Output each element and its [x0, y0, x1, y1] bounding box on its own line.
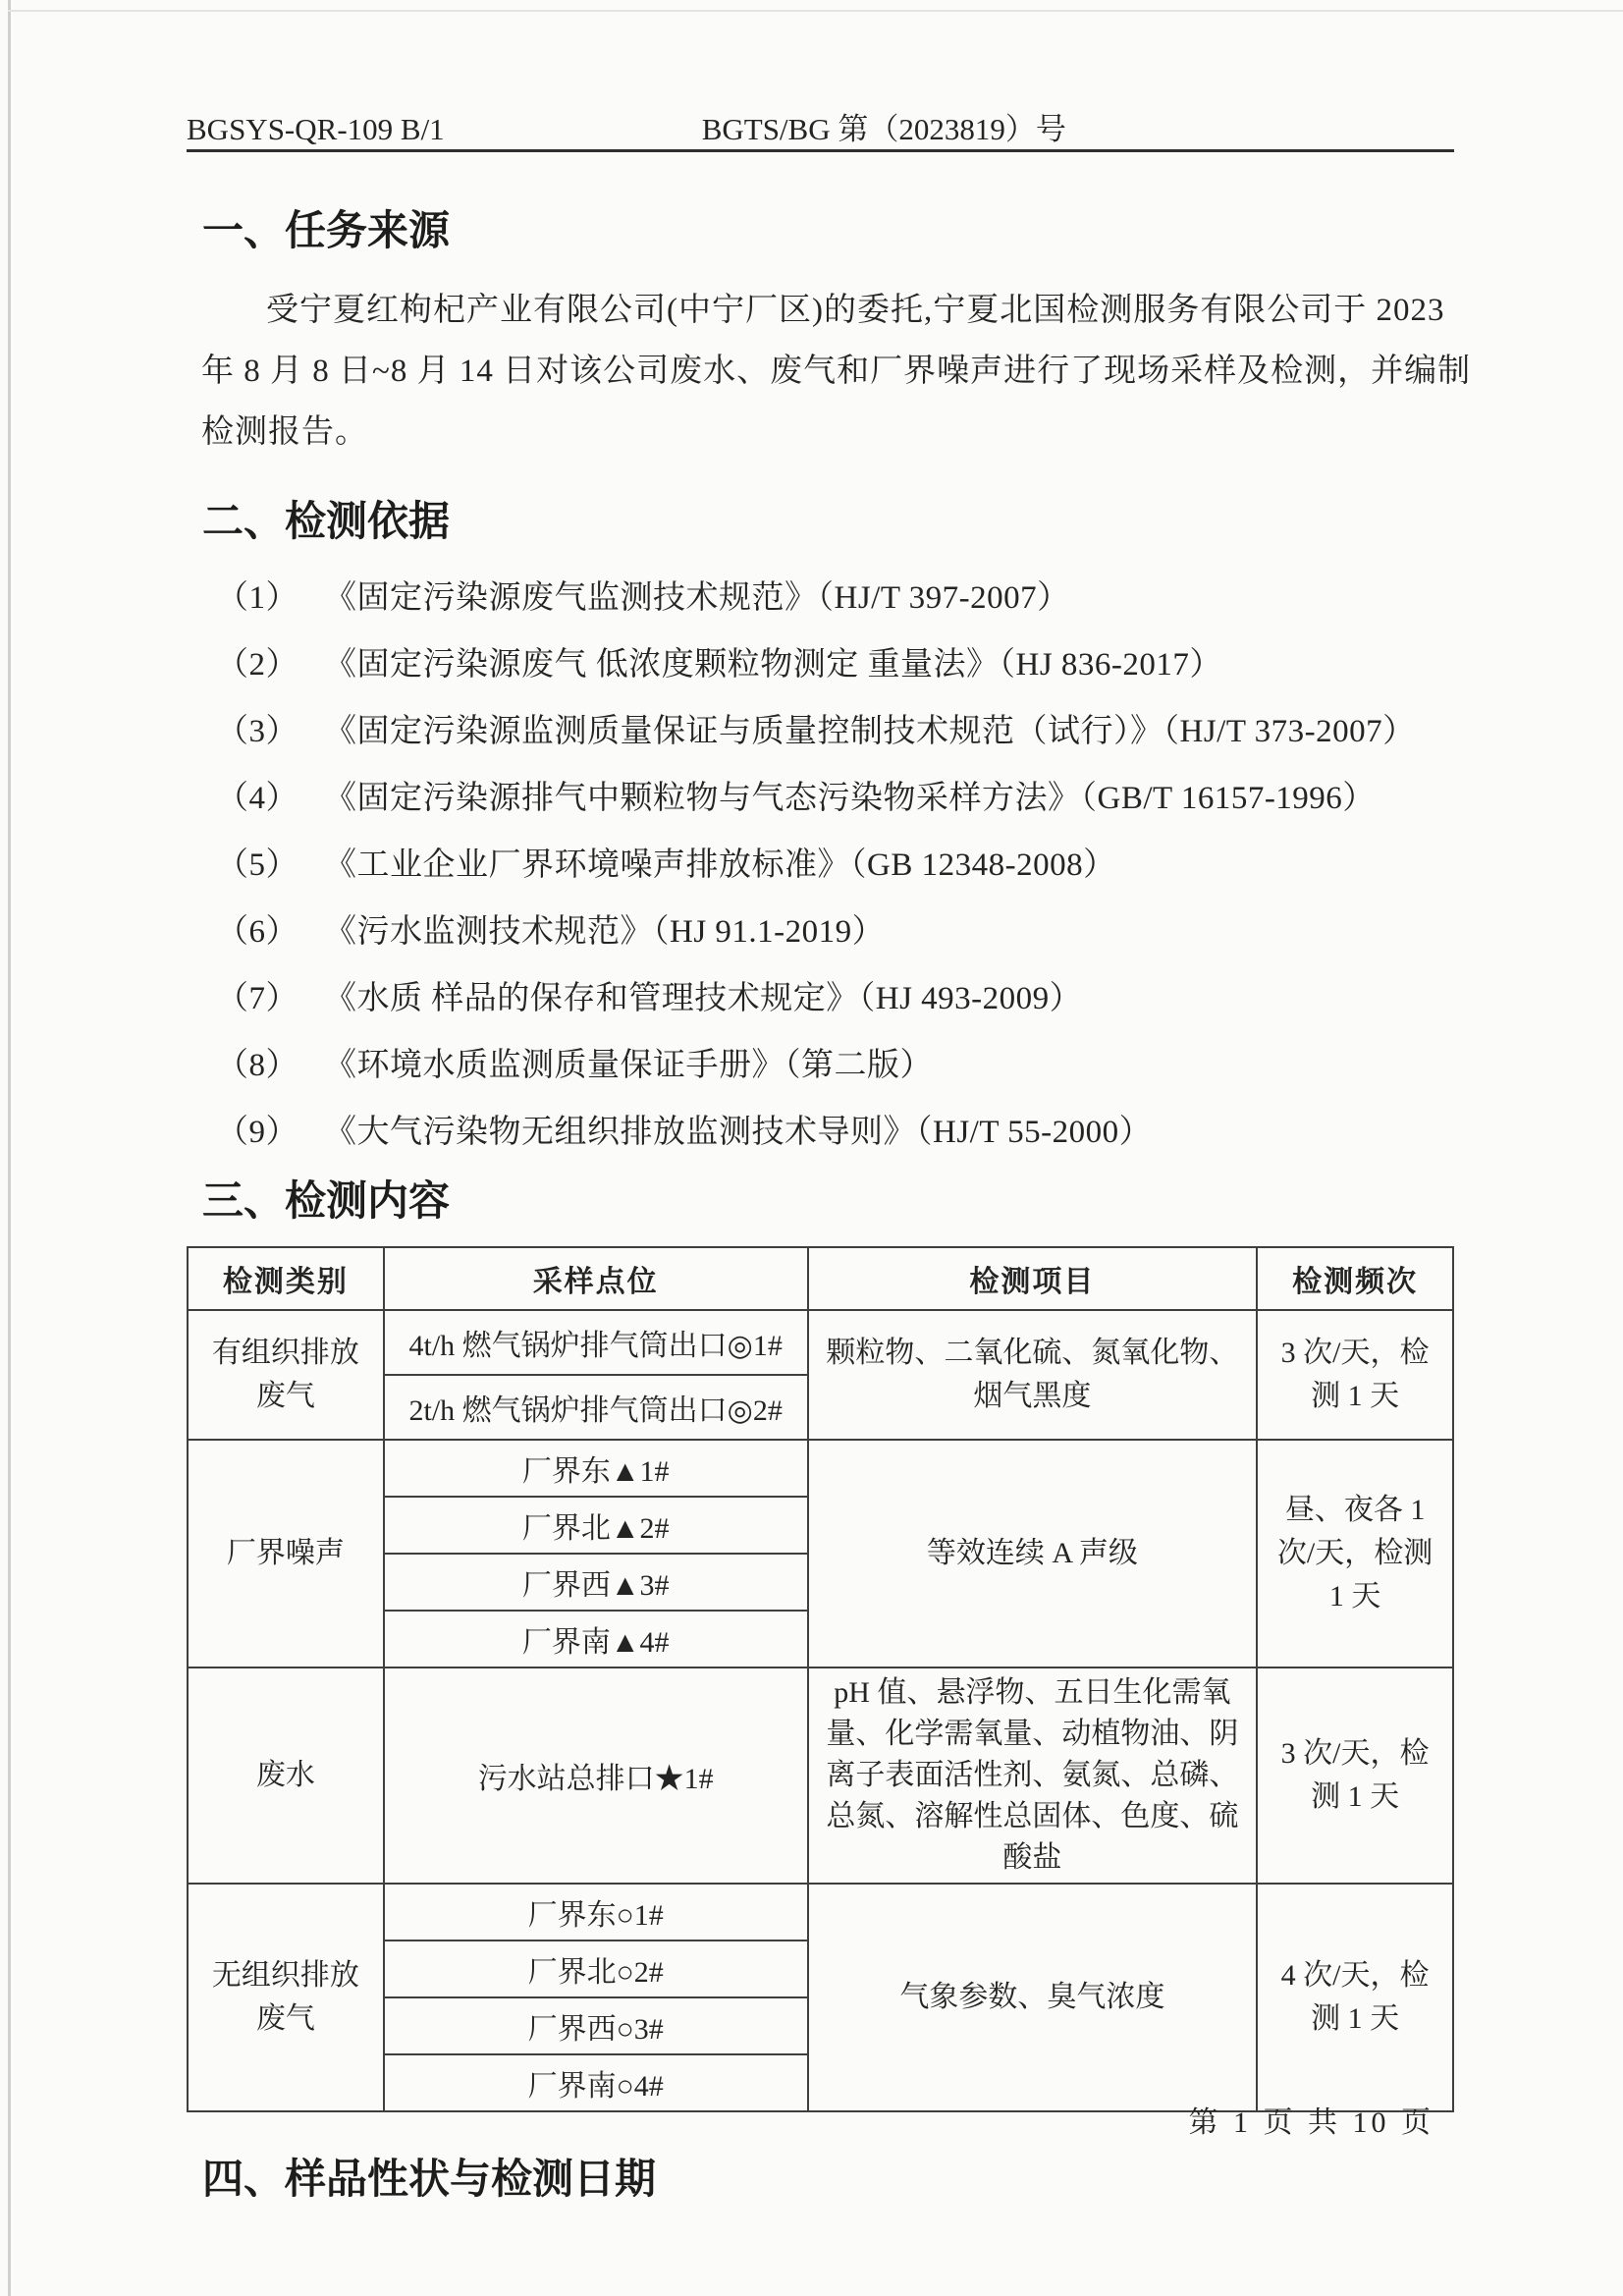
list-item: [216, 777, 1454, 820]
frequency-cell: 3 次/天，检测 1 天: [1257, 1667, 1453, 1884]
detection-content-table: [187, 1246, 1454, 2112]
column-header-project: 检测项目: [808, 1247, 1258, 1310]
list-item: [216, 643, 1454, 686]
list-item-text: 《固定污染源废气 低浓度颗粒物测定 重量法》（HJ 836-2017）: [324, 647, 1222, 683]
page-number: 第 1 页 共 10 页: [1188, 2106, 1434, 2139]
report-number: BGTS/BG 第（2023819）号: [701, 112, 1066, 146]
category-cell: 厂界噪声: [188, 1440, 384, 1667]
task-source-paragraph: [201, 280, 1472, 463]
project-cell: 颗粒物、二氧化硫、氮氧化物、烟气黑度: [808, 1310, 1258, 1440]
section-title-sample-properties: 四、样品性状与检测日期: [202, 2156, 657, 2202]
list-item: [216, 844, 1454, 887]
list-item-text: 《固定污染源废气监测技术规范》（HJ/T 397-2007）: [324, 580, 1070, 616]
list-item-number: （5）: [216, 847, 298, 883]
column-header-category: 检测类别: [188, 1247, 384, 1310]
list-item: [216, 910, 1454, 954]
list-item: [216, 710, 1454, 753]
sampling-point-cell: 厂界北▲2#: [384, 1497, 808, 1554]
form-code: BGSYS-QR-109 B/1: [187, 112, 445, 146]
section-title-detection-content: 三、检测内容: [202, 1177, 451, 1224]
frequency-cell: 昼、夜各 1 次/天，检测 1 天: [1257, 1440, 1453, 1667]
list-item-text: 《水质 样品的保存和管理技术规定》（HJ 493-2009）: [324, 981, 1083, 1016]
sampling-point-cell: 厂界南▲4#: [384, 1611, 808, 1667]
list-item: [216, 576, 1454, 620]
list-item-number: （7）: [216, 981, 298, 1016]
sampling-point-cell: 污水站总排口★1#: [384, 1667, 808, 1884]
list-item-text: 《环境水质监测质量保证手册》（第二版）: [324, 1048, 933, 1083]
paragraph-line: 年 8 月 8 日~8 月 14 日对该公司废水、废气和厂界噪声进行了现场采样及检测，并编制: [201, 354, 1472, 389]
list-item: [216, 977, 1454, 1020]
project-cell: 气象参数、臭气浓度: [808, 1884, 1258, 2111]
list-item-number: （3）: [216, 714, 298, 749]
table-row: [188, 1667, 1453, 1884]
list-item-number: （2）: [216, 647, 298, 683]
section-title-task-source: 一、任务来源: [202, 207, 451, 253]
list-item-number: （8）: [216, 1048, 298, 1083]
table-row: [188, 1884, 1453, 1941]
table-header-row: [188, 1247, 1453, 1310]
list-item-text: 《工业企业厂界环境噪声排放标准》（GB 12348-2008）: [324, 847, 1116, 883]
sampling-point-cell: 4t/h 燃气锅炉排气筒出口◎1#: [384, 1310, 808, 1375]
list-item-text: 《污水监测技术规范》（HJ 91.1-2019）: [324, 914, 886, 950]
sampling-point-cell: 厂界南○4#: [384, 2054, 808, 2111]
reference-list: [216, 576, 1454, 1154]
list-item: [216, 1044, 1454, 1087]
list-item-number: （9）: [216, 1115, 298, 1150]
list-item-number: （4）: [216, 781, 298, 816]
list-item-text: 《固定污染源排气中颗粒物与气态污染物采样方法》（GB/T 16157-1996）: [324, 781, 1376, 816]
list-item-number: （6）: [216, 914, 298, 950]
sampling-point-cell: 厂界北○2#: [384, 1941, 808, 1997]
paragraph-line: 受宁夏红枸杞产业有限公司(中宁厂区)的委托,宁夏北国检测服务有限公司于 2023: [266, 293, 1445, 328]
scan-edge-artifact: [8, 0, 11, 2296]
column-header-sampling-point: 采样点位: [384, 1247, 808, 1310]
list-item-text: 《大气污染物无组织排放监测技术导则》（HJ/T 55-2000）: [324, 1115, 1153, 1150]
list-item-text: 《固定污染源监测质量保证与质量控制技术规范（试行）》（HJ/T 373-2007）: [324, 714, 1416, 749]
sampling-point-cell: 厂界西▲3#: [384, 1554, 808, 1611]
column-header-frequency: 检测频次: [1257, 1247, 1453, 1310]
category-cell: 废水: [188, 1667, 384, 1884]
table-row: [188, 1440, 1453, 1497]
frequency-cell: 4 次/天，检测 1 天: [1257, 1884, 1453, 2111]
scan-edge-artifact-top: [8, 10, 1623, 12]
frequency-cell: 3 次/天，检测 1 天: [1257, 1310, 1453, 1440]
category-cell: 无组织排放废气: [188, 1884, 384, 2111]
sampling-point-cell: 2t/h 燃气锅炉排气筒出口◎2#: [384, 1375, 808, 1440]
category-cell: 有组织排放废气: [188, 1310, 384, 1440]
section-title-detection-basis: 二、检测依据: [202, 498, 451, 544]
sampling-point-cell: 厂界西○3#: [384, 1997, 808, 2054]
document-header: [187, 0, 1454, 152]
paragraph-line: 检测报告。: [201, 414, 368, 450]
list-item-number: （1）: [216, 580, 298, 616]
project-cell: 等效连续 A 声级: [808, 1440, 1258, 1667]
list-item: [216, 1111, 1454, 1154]
project-cell: pH 值、悬浮物、五日生化需氧量、化学需氧量、动植物油、阴离子表面活性剂、氨氮、总磷、总氮、溶解性总固体、色度、硫酸盐: [808, 1667, 1258, 1884]
sampling-point-cell: 厂界东▲1#: [384, 1440, 808, 1497]
table-row: [188, 1310, 1453, 1375]
sampling-point-cell: 厂界东○1#: [384, 1884, 808, 1941]
